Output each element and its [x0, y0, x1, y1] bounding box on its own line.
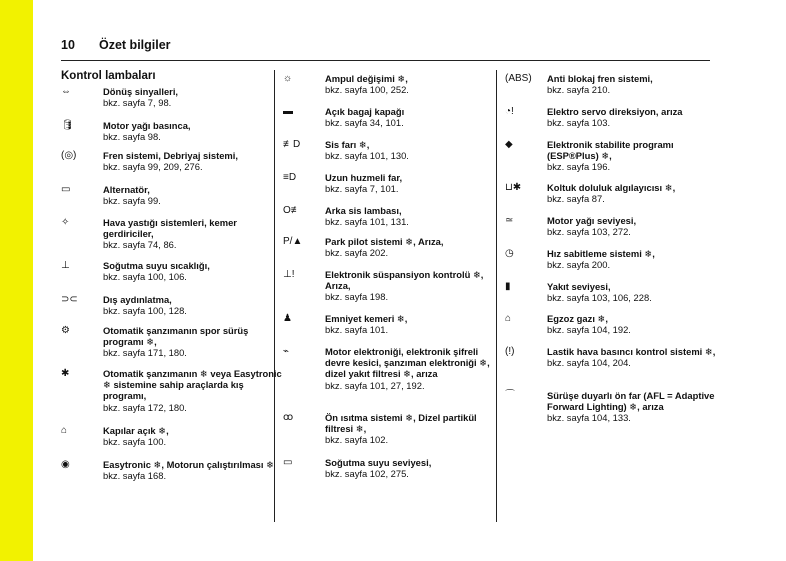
- seat-occupancy-icon: ⊔✱: [505, 182, 522, 193]
- door-open-icon: ⌂: [61, 425, 68, 436]
- page-reference: bkz. sayfa 104, 133.: [547, 412, 631, 424]
- indicator-title: Otomatik şanzımanın spor sürüş programı ❄,: [103, 325, 249, 348]
- page-reference: bkz. sayfa 87.: [547, 193, 605, 205]
- abs-icon: (ABS): [505, 73, 532, 84]
- indicator-title: Alternatör,: [103, 184, 150, 195]
- indicator-title: Anti blokaj fren sistemi,: [547, 73, 653, 84]
- indicator-title: Elektronik süspansiyon kontrolü ❄, Arıza,: [325, 269, 484, 292]
- indicator-title: Soğutma suyu seviyesi,: [325, 457, 432, 468]
- indicator-title: Elektro servo direksiyon, arıza: [547, 106, 683, 117]
- indicator-title: Motor yağı basınca,: [103, 120, 191, 131]
- page-accent-bar: [0, 0, 33, 561]
- page-reference: bkz. sayfa 100.: [103, 436, 167, 448]
- fuel-icon: ▮: [505, 281, 511, 292]
- page-reference: bkz. sayfa 172, 180.: [103, 401, 187, 413]
- sport-mode-icon: ⚙: [61, 325, 70, 336]
- indicator-title: Hız sabitleme sistemi ❄,: [547, 248, 655, 259]
- page-reference: bkz. sayfa 98.: [103, 131, 161, 143]
- page-reference: bkz. sayfa 171, 180.: [103, 347, 187, 359]
- esp-icon: ◆: [505, 139, 513, 150]
- page-reference: bkz. sayfa 100, 128.: [103, 305, 187, 317]
- page-reference: bkz. sayfa 102.: [325, 434, 389, 446]
- page-reference: bkz. sayfa 101.: [325, 324, 389, 336]
- tire-pressure-icon: (!): [505, 346, 515, 357]
- page-reference: bkz. sayfa 168.: [103, 470, 167, 482]
- coolant-level-icon: ▭: [283, 457, 293, 468]
- page-reference: bkz. sayfa 103, 272.: [547, 226, 631, 238]
- header-divider: [61, 60, 710, 61]
- page-number: 10: [61, 38, 75, 52]
- seatbelt-icon: ♟: [283, 313, 292, 324]
- battery-icon: ▭: [61, 184, 71, 195]
- oil-pressure-icon: 🛢: [61, 120, 74, 131]
- page-reference: bkz. sayfa 104, 192.: [547, 324, 631, 336]
- easytronic-icon: ◉: [61, 459, 70, 470]
- page-header: [61, 38, 171, 52]
- indicator-title: Easytronic ❄, Motorun çalıştırılması ❄: [103, 459, 274, 470]
- engine-icon: ⌁: [283, 346, 290, 357]
- indicator-title: Uzun huzmeli far,: [325, 172, 403, 183]
- fog-light-icon: ≢D: [283, 139, 301, 150]
- page-reference: bkz. sayfa 198.: [325, 291, 389, 303]
- cruise-control-icon: ◷: [505, 248, 514, 259]
- page-reference: bkz. sayfa 202.: [325, 247, 389, 259]
- bulb-icon: ☼: [283, 73, 293, 84]
- page-reference: bkz. sayfa 101, 130.: [325, 150, 409, 162]
- winter-mode-icon: ✱: [61, 368, 70, 379]
- indicator-title: Koltuk doluluk algılayıcısı ❄,: [547, 182, 676, 193]
- indicator-title: Fren sistemi, Debriyaj sistemi,: [103, 150, 238, 161]
- indicator-title: Ön ısıtma sistemi ❄, Dizel partikül filtresi ❄,: [325, 412, 477, 435]
- high-beam-icon: ≡D: [283, 172, 297, 183]
- indicator-title: Otomatik şanzımanın ❄ veya Easytronic ❄ sistemine sahip araçlarda kış programı,: [103, 368, 282, 402]
- indicator-title: Sürüşe duyarlı ön far (AFL = Adaptive Forward Lighting) ❄, arıza: [547, 390, 715, 413]
- indicator-title: Kapılar açık ❄,: [103, 425, 169, 436]
- page-reference: bkz. sayfa 100, 106.: [103, 271, 187, 283]
- brake-icon: (◎): [61, 150, 77, 161]
- indicator-title: Ampul değişimi ❄,: [325, 73, 408, 84]
- coolant-temp-icon: ⊥: [61, 260, 70, 271]
- power-steering-icon: ◔!: [505, 106, 514, 117]
- glow-plug-icon: ꝏ: [283, 412, 294, 423]
- page-reference: bkz. sayfa 7, 98.: [103, 97, 172, 109]
- park-pilot-icon: P/▲: [283, 236, 303, 247]
- indicator-title: Egzoz gazı ❄,: [547, 313, 608, 324]
- trunk-open-icon: ▬: [283, 106, 293, 117]
- page-reference: bkz. sayfa 102, 275.: [325, 468, 409, 480]
- indicator-title: Elektronik stabilite programı (ESP®Plus) ❄,: [547, 139, 674, 162]
- page-reference: bkz. sayfa 196.: [547, 161, 611, 173]
- rear-fog-icon: O≢: [283, 205, 301, 216]
- page-reference: bkz. sayfa 101, 27, 192.: [325, 379, 425, 391]
- page-reference: bkz. sayfa 210.: [547, 84, 611, 96]
- airbag-icon: ✧: [61, 217, 70, 228]
- suspension-icon: ⊥!: [283, 269, 295, 280]
- page-reference: bkz. sayfa 101, 131.: [325, 216, 409, 228]
- page-reference: bkz. sayfa 7, 101.: [325, 183, 399, 195]
- indicator-title: Emniyet kemeri ❄,: [325, 313, 408, 324]
- page-reference: bkz. sayfa 104, 204.: [547, 357, 631, 369]
- oil-level-icon: ≃: [505, 215, 514, 226]
- page-reference: bkz. sayfa 200.: [547, 259, 611, 271]
- page-reference: bkz. sayfa 74, 86.: [103, 239, 177, 251]
- page-reference: bkz. sayfa 103, 106, 228.: [547, 292, 652, 304]
- turn-signal-icon: ⇔: [61, 86, 71, 97]
- indicator-title: Sis farı ❄,: [325, 139, 370, 150]
- page-reference: bkz. sayfa 99, 209, 276.: [103, 161, 203, 173]
- page-reference: bkz. sayfa 103.: [547, 117, 611, 129]
- afl-icon: ⌒: [505, 390, 515, 401]
- indicator-title: Açık bagaj kapağı: [325, 106, 405, 117]
- indicator-title: Lastik hava basıncı kontrol sistemi ❄,: [547, 346, 716, 357]
- section-title: Kontrol lambaları: [61, 70, 156, 82]
- indicator-title: Motor elektroniği, elektronik şifreli devre kesici, şanzıman elektroniği ❄, dizel yakıt filtresi ❄, arıza: [325, 346, 490, 380]
- indicator-title: Dış aydınlatma,: [103, 294, 172, 305]
- indicator-title: Hava yastığı sistemleri, kemer gerdiriciler,: [103, 217, 237, 240]
- indicator-title: Arka sis lambası,: [325, 205, 402, 216]
- page-title: Özet bilgiler: [99, 38, 171, 52]
- page-reference: bkz. sayfa 34, 101.: [325, 117, 404, 129]
- page-reference: bkz. sayfa 100, 252.: [325, 84, 409, 96]
- exterior-light-icon: ⊃⊂: [61, 294, 78, 305]
- indicator-title: Soğutma suyu sıcaklığı,: [103, 260, 210, 271]
- indicator-title: Dönüş sinyalleri,: [103, 86, 179, 97]
- indicator-title: Motor yağı seviyesi,: [547, 215, 637, 226]
- indicator-title: Park pilot sistemi ❄, Arıza,: [325, 236, 444, 247]
- indicator-title: Yakıt seviyesi,: [547, 281, 611, 292]
- exhaust-icon: ⌂: [505, 313, 512, 324]
- page-reference: bkz. sayfa 99.: [103, 195, 161, 207]
